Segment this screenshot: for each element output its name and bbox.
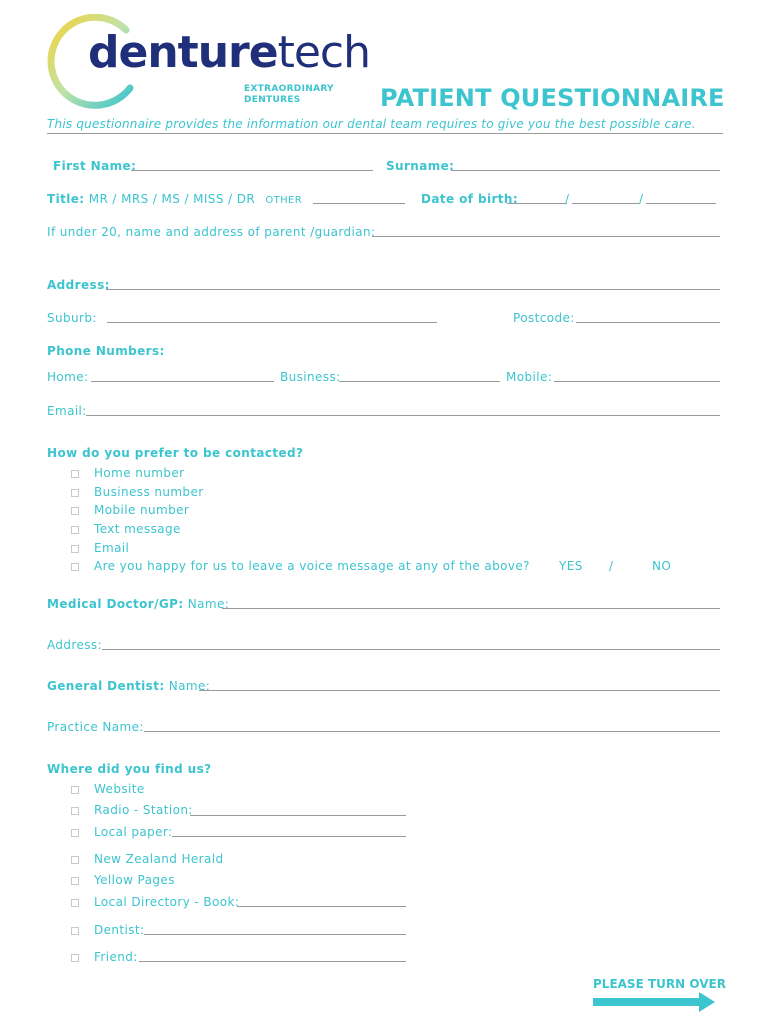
- practice-name-field[interactable]: [144, 731, 720, 732]
- find-option: Dentist:: [94, 923, 145, 937]
- guardian-label: If under 20, name and address of parent /guardian:: [47, 225, 376, 239]
- page-title: PATIENT QUESTIONNAIRE: [380, 84, 725, 112]
- dentist-row: [47, 679, 210, 693]
- voice-message-checkbox[interactable]: [71, 563, 79, 571]
- dob-month-field[interactable]: [572, 203, 639, 204]
- voice-yes-option[interactable]: YES: [559, 559, 583, 573]
- find-friend-checkbox[interactable]: [71, 954, 79, 962]
- business-phone-label: Business:: [280, 370, 341, 384]
- dentist-name-label: Name:: [168, 679, 211, 693]
- dob-sep-1: /: [565, 192, 570, 206]
- find-paper-checkbox[interactable]: [71, 829, 79, 837]
- find-option: Yellow Pages: [94, 873, 175, 887]
- contact-home-checkbox[interactable]: [71, 470, 79, 478]
- intro-rule: [47, 133, 723, 134]
- voice-message-question: Are you happy for us to leave a voice message at any of the above?: [94, 559, 530, 573]
- practice-name-label: Practice Name:: [47, 720, 144, 734]
- title-row: [47, 192, 302, 206]
- find-radio-checkbox[interactable]: [71, 807, 79, 815]
- title-label: Title:: [47, 192, 85, 206]
- address-label: Address:: [47, 278, 110, 292]
- postcode-label: Postcode:: [513, 311, 575, 325]
- right-arrow-icon: [593, 992, 717, 1012]
- mobile-phone-field[interactable]: [554, 381, 720, 382]
- home-phone-label: Home:: [47, 370, 89, 384]
- find-radio-field[interactable]: [190, 815, 406, 816]
- surname-field[interactable]: [451, 170, 720, 171]
- first-name-field[interactable]: [131, 170, 373, 171]
- find-option: New Zealand Herald: [94, 852, 224, 866]
- contact-option: Mobile number: [94, 503, 190, 517]
- find-dentist-checkbox[interactable]: [71, 927, 79, 935]
- contact-option: Email: [94, 541, 130, 555]
- find-option: Website: [94, 782, 145, 796]
- dob-day-field[interactable]: [507, 203, 567, 204]
- contact-business-checkbox[interactable]: [71, 489, 79, 497]
- find-directory-checkbox[interactable]: [71, 899, 79, 907]
- email-label: Email:: [47, 404, 87, 418]
- contact-option: Home number: [94, 466, 185, 480]
- address-field[interactable]: [106, 289, 720, 290]
- find-directory-field[interactable]: [237, 906, 406, 907]
- contact-heading: How do you prefer to be contacted?: [47, 446, 304, 460]
- postcode-field[interactable]: [576, 322, 720, 323]
- logo-tech-text: tech: [277, 27, 370, 78]
- first-name-label: First Name:: [53, 159, 137, 173]
- find-website-checkbox[interactable]: [71, 786, 79, 794]
- contact-option: Business number: [94, 485, 204, 499]
- dob-year-field[interactable]: [646, 203, 716, 204]
- dob-label: Date of birth:: [421, 192, 519, 206]
- mobile-phone-label: Mobile:: [506, 370, 553, 384]
- contact-option: Text message: [94, 522, 181, 536]
- home-phone-field[interactable]: [91, 381, 274, 382]
- doctor-name-label: Name:: [187, 597, 230, 611]
- title-other: OTHER: [265, 195, 303, 206]
- turn-over-text: PLEASE TURN OVER: [593, 977, 726, 991]
- find-option: Local paper:: [94, 825, 173, 839]
- dob-sep-2: /: [639, 192, 644, 206]
- find-option: Local Directory - Book:: [94, 895, 240, 909]
- find-herald-checkbox[interactable]: [71, 856, 79, 864]
- guardian-field[interactable]: [372, 236, 720, 237]
- surname-label: Surname:: [386, 159, 455, 173]
- voice-option-sep: /: [609, 559, 614, 573]
- find-option: Friend:: [94, 950, 138, 964]
- contact-text-checkbox[interactable]: [71, 526, 79, 534]
- doctor-name-field[interactable]: [222, 608, 720, 609]
- voice-no-option[interactable]: NO: [652, 559, 672, 573]
- dentist-label: General Dentist:: [47, 679, 165, 693]
- please-turn-over: [593, 977, 726, 1012]
- logo-tagline: EXTRAORDINARY DENTURES: [244, 84, 334, 105]
- intro-text: This questionnaire provides the information our dental team requires to give you the best possible care.: [47, 117, 696, 131]
- find-heading: Where did you find us?: [47, 762, 212, 776]
- find-dentist-field[interactable]: [144, 934, 406, 935]
- title-other-field[interactable]: [313, 203, 405, 204]
- find-paper-field[interactable]: [172, 836, 406, 837]
- find-friend-field[interactable]: [139, 961, 406, 962]
- business-phone-field[interactable]: [339, 381, 500, 382]
- doctor-address-field[interactable]: [102, 649, 720, 650]
- dentist-name-field[interactable]: [199, 690, 720, 691]
- find-yellow-pages-checkbox[interactable]: [71, 877, 79, 885]
- doctor-row: [47, 597, 229, 611]
- doctor-address-label: Address:: [47, 638, 103, 652]
- title-options: MR / MRS / MS / MISS / DR: [88, 192, 256, 206]
- contact-email-checkbox[interactable]: [71, 545, 79, 553]
- logo-denture-text: denture: [88, 27, 278, 78]
- contact-mobile-checkbox[interactable]: [71, 507, 79, 515]
- suburb-label: Suburb:: [47, 311, 97, 325]
- phone-heading: Phone Numbers:: [47, 344, 165, 358]
- doctor-label: Medical Doctor/GP:: [47, 597, 184, 611]
- email-field[interactable]: [86, 415, 720, 416]
- suburb-field[interactable]: [107, 322, 437, 323]
- find-option: Radio - Station:: [94, 803, 193, 817]
- logo-wordmark: [88, 27, 370, 78]
